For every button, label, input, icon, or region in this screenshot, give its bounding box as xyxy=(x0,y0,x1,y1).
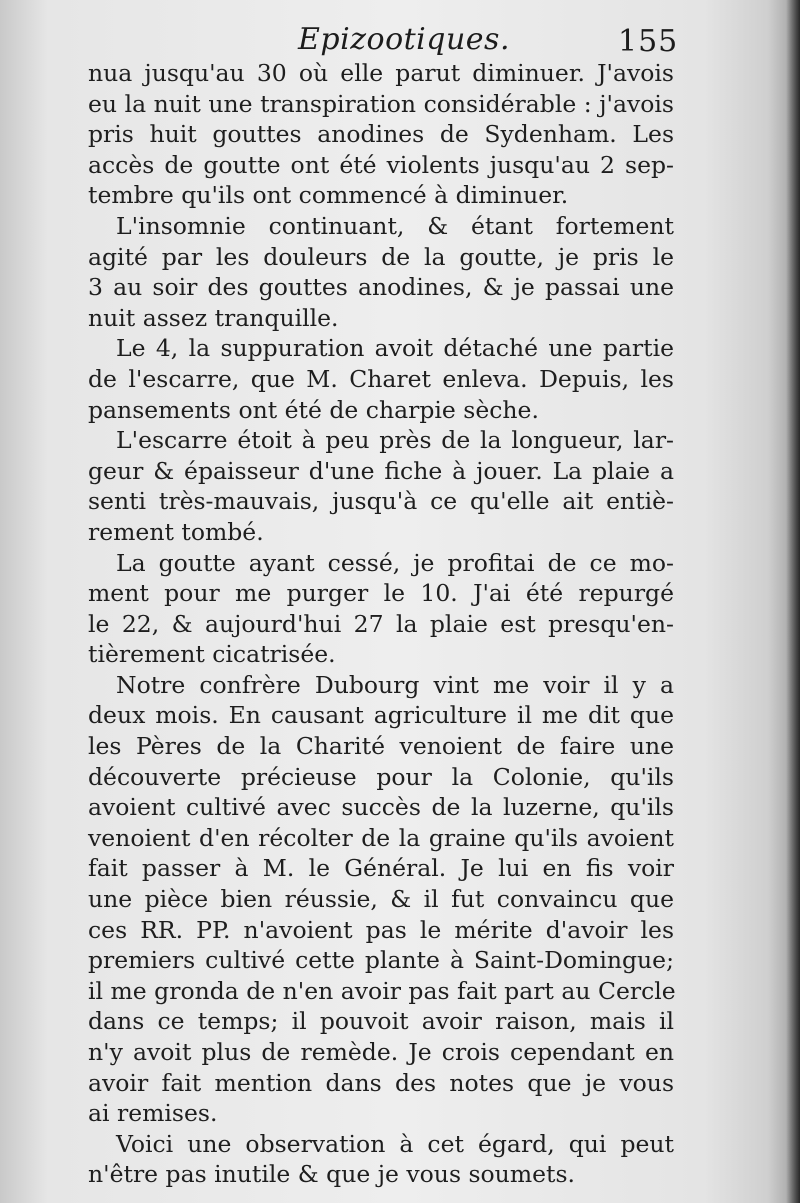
body-text xyxy=(88,58,674,1190)
text-line: ment pour me purger le 10. J'ai été repurgé xyxy=(88,579,674,608)
text-line: Notre confrère Dubourg vint me voir il y a xyxy=(116,670,674,699)
text-line: avoir fait mention dans des notes que je vous xyxy=(88,1068,674,1097)
text-line: tièrement cicatrisée. xyxy=(88,640,336,669)
text-line: ai remises. xyxy=(88,1099,218,1128)
running-head-title: Epizootiques. xyxy=(298,22,510,57)
text-line: Voici une observation à cet égard, qui peut xyxy=(116,1129,674,1158)
text-line: 3 au soir des gouttes anodines, & je passai une xyxy=(88,273,674,302)
text-line: ces RR. PP. n'avoient pas le mérite d'avoir les xyxy=(88,915,674,944)
text-line: découverte précieuse pour la Colonie, qu'ils xyxy=(88,762,674,791)
text-line: avoient cultivé avec succès de la luzerne, qu'ils xyxy=(88,793,674,822)
paragraph xyxy=(88,58,674,211)
text-line: une pièce bien réussie, & il fut convaincu que xyxy=(88,885,674,914)
text-line: accès de goutte ont été violents jusqu'au 2 sep- xyxy=(88,150,674,179)
text-line: agité par les douleurs de la goutte, je pris le xyxy=(88,242,674,271)
text-line: venoient d'en récolter de la graine qu'ils avoient xyxy=(88,823,674,852)
text-line: senti très-mauvais, jusqu'à ce qu'elle ait entiè- xyxy=(88,487,674,516)
text-line: L'escarre étoit à peu près de la longueur, lar- xyxy=(116,426,674,455)
text-line: les Pères de la Charité venoient de faire une xyxy=(88,732,674,761)
text-line: n'être pas inutile & que je vous soumets. xyxy=(88,1160,575,1189)
text-line: de l'escarre, que M. Charet enleva. Depuis, les xyxy=(88,364,674,393)
text-line: fait passer à M. le Général. Je lui en fis voir xyxy=(88,854,674,883)
text-line: pris huit gouttes anodines de Sydenham. Les xyxy=(88,120,674,149)
text-line: n'y avoit plus de remède. Je crois cependant en xyxy=(88,1038,674,1066)
text-line: pansements ont été de charpie sèche. xyxy=(88,395,539,424)
paragraph xyxy=(88,211,674,333)
paragraph xyxy=(88,670,674,1129)
running-head xyxy=(0,18,800,62)
text-line: geur & épaisseur d'une fiche à jouer. La plaie a xyxy=(88,456,674,485)
text-line: nua jusqu'au 30 où elle parut diminuer. J'avois xyxy=(88,59,674,87)
text-line: il me gronda de n'en avoir pas fait part au Cercle xyxy=(88,976,676,1005)
paragraph xyxy=(88,425,674,547)
text-line: dans ce temps; il pouvoit avoir raison, mais il xyxy=(88,1007,674,1036)
paragraph xyxy=(88,1129,674,1190)
text-line: eu la nuit une transpiration considérable : j'avois xyxy=(88,89,674,118)
page-number: 155 xyxy=(618,24,679,59)
text-line: nuit assez tranquille. xyxy=(88,303,339,332)
page-edge-shadow xyxy=(786,0,800,1203)
text-line: le 22, & aujourd'hui 27 la plaie est presqu'en- xyxy=(88,609,674,638)
text-line: tembre qu'ils ont commencé à diminuer. xyxy=(88,181,569,210)
text-line: Le 4, la suppuration avoit détaché une partie xyxy=(116,334,674,363)
paragraph xyxy=(88,333,674,425)
text-line: La goutte ayant cessé, je profitai de ce mo- xyxy=(116,548,674,577)
paragraph xyxy=(88,548,674,670)
text-line: deux mois. En causant agriculture il me dit que xyxy=(88,701,674,730)
text-line: L'insomnie continuant, & étant fortement xyxy=(116,211,674,240)
text-line: premiers cultivé cette plante à Saint-Domingue; xyxy=(88,946,674,975)
text-line: rement tombé. xyxy=(88,517,264,546)
